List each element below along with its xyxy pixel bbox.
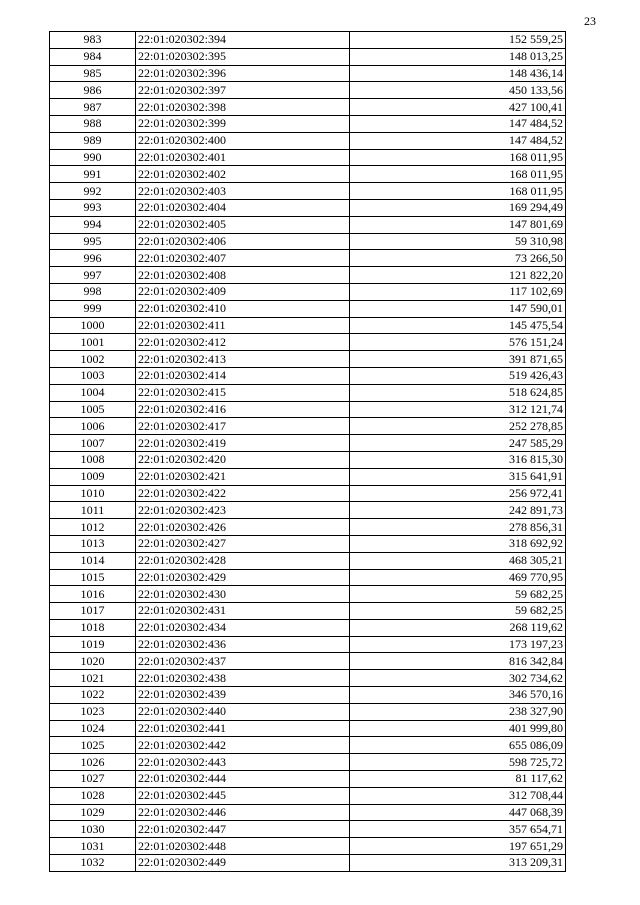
cadastral-number-cell: 22:01:020302:422 [136,485,350,502]
cadastral-number-cell: 22:01:020302:416 [136,401,350,418]
table-row [50,435,566,452]
cadastral-value-cell: 145 475,54 [350,317,566,334]
table-row [50,149,566,166]
row-number-cell: 1000 [50,317,136,334]
table-row [50,787,566,804]
cadastral-number-cell: 22:01:020302:419 [136,435,350,452]
table-row [50,283,566,300]
table-row [50,737,566,754]
cadastral-number-cell: 22:01:020302:405 [136,216,350,233]
row-number-cell: 984 [50,48,136,65]
cadastral-number-cell: 22:01:020302:438 [136,670,350,687]
cadastral-value-cell: 242 891,73 [350,502,566,519]
cadastral-number-cell: 22:01:020302:447 [136,821,350,838]
cadastral-value-table [49,31,566,872]
row-number-cell: 1030 [50,821,136,838]
row-number-cell: 1001 [50,334,136,351]
row-number-cell: 986 [50,82,136,99]
cadastral-value-cell: 147 801,69 [350,216,566,233]
cadastral-number-cell: 22:01:020302:431 [136,603,350,620]
table-row [50,451,566,468]
cadastral-value-cell: 576 151,24 [350,334,566,351]
row-number-cell: 1005 [50,401,136,418]
cadastral-value-cell: 401 999,80 [350,720,566,737]
table-row [50,384,566,401]
cadastral-value-cell: 519 426,43 [350,367,566,384]
cadastral-value-cell: 256 972,41 [350,485,566,502]
cadastral-value-cell: 238 327,90 [350,703,566,720]
row-number-cell: 997 [50,267,136,284]
cadastral-number-cell: 22:01:020302:400 [136,132,350,149]
row-number-cell: 1028 [50,787,136,804]
cadastral-value-cell: 316 815,30 [350,451,566,468]
cadastral-number-cell: 22:01:020302:404 [136,199,350,216]
cadastral-number-cell: 22:01:020302:401 [136,149,350,166]
cadastral-value-cell: 59 682,25 [350,586,566,603]
cadastral-number-cell: 22:01:020302:436 [136,636,350,653]
row-number-cell: 985 [50,65,136,82]
table-row [50,99,566,116]
row-number-cell: 1031 [50,838,136,855]
table-row [50,317,566,334]
cadastral-value-cell: 148 436,14 [350,65,566,82]
cadastral-number-cell: 22:01:020302:406 [136,233,350,250]
cadastral-number-cell: 22:01:020302:408 [136,267,350,284]
cadastral-value-cell: 168 011,95 [350,183,566,200]
cadastral-value-cell: 168 011,95 [350,149,566,166]
cadastral-number-cell: 22:01:020302:440 [136,703,350,720]
cadastral-value-cell: 148 013,25 [350,48,566,65]
table-row [50,48,566,65]
cadastral-value-cell: 117 102,69 [350,283,566,300]
table-row [50,569,566,586]
row-number-cell: 1011 [50,502,136,519]
cadastral-value-cell: 147 484,52 [350,115,566,132]
cadastral-number-cell: 22:01:020302:410 [136,300,350,317]
cadastral-number-cell: 22:01:020302:429 [136,569,350,586]
cadastral-value-cell: 450 133,56 [350,82,566,99]
cadastral-number-cell: 22:01:020302:437 [136,653,350,670]
cadastral-number-cell: 22:01:020302:412 [136,334,350,351]
cadastral-number-cell: 22:01:020302:443 [136,754,350,771]
table-row [50,401,566,418]
cadastral-value-cell: 121 822,20 [350,267,566,284]
row-number-cell: 987 [50,99,136,116]
cadastral-value-cell: 312 121,74 [350,401,566,418]
row-number-cell: 994 [50,216,136,233]
cadastral-number-cell: 22:01:020302:399 [136,115,350,132]
row-number-cell: 1014 [50,552,136,569]
cadastral-number-cell: 22:01:020302:423 [136,502,350,519]
table-row [50,183,566,200]
table-row [50,552,566,569]
cadastral-number-cell: 22:01:020302:421 [136,468,350,485]
cadastral-number-cell: 22:01:020302:445 [136,787,350,804]
table-row [50,603,566,620]
table-row [50,821,566,838]
cadastral-number-cell: 22:01:020302:395 [136,48,350,65]
row-number-cell: 1019 [50,636,136,653]
table-row [50,687,566,704]
cadastral-number-cell: 22:01:020302:442 [136,737,350,754]
table-row [50,804,566,821]
cadastral-value-cell: 427 100,41 [350,99,566,116]
cadastral-number-cell: 22:01:020302:426 [136,519,350,536]
cadastral-value-cell: 81 117,62 [350,771,566,788]
cadastral-value-cell: 318 692,92 [350,535,566,552]
cadastral-number-cell: 22:01:020302:420 [136,451,350,468]
cadastral-number-cell: 22:01:020302:449 [136,855,350,872]
cadastral-value-cell: 313 209,31 [350,855,566,872]
table-row [50,115,566,132]
cadastral-value-cell: 168 011,95 [350,166,566,183]
cadastral-value-cell: 59 682,25 [350,603,566,620]
cadastral-value-cell: 302 734,62 [350,670,566,687]
table-row [50,636,566,653]
row-number-cell: 1010 [50,485,136,502]
table-row [50,267,566,284]
table-row [50,519,566,536]
cadastral-value-cell: 469 770,95 [350,569,566,586]
row-number-cell: 1008 [50,451,136,468]
cadastral-value-cell: 147 590,01 [350,300,566,317]
table-row [50,65,566,82]
cadastral-value-cell: 73 266,50 [350,250,566,267]
row-number-cell: 1012 [50,519,136,536]
row-number-cell: 992 [50,183,136,200]
row-number-cell: 1002 [50,351,136,368]
row-number-cell: 1020 [50,653,136,670]
row-number-cell: 996 [50,250,136,267]
row-number-cell: 1024 [50,720,136,737]
cadastral-number-cell: 22:01:020302:441 [136,720,350,737]
cadastral-value-cell: 391 871,65 [350,351,566,368]
row-number-cell: 988 [50,115,136,132]
table-row [50,720,566,737]
row-number-cell: 1009 [50,468,136,485]
table-row [50,166,566,183]
row-number-cell: 1015 [50,569,136,586]
cadastral-value-cell: 169 294,49 [350,199,566,216]
cadastral-number-cell: 22:01:020302:430 [136,586,350,603]
cadastral-value-cell: 447 068,39 [350,804,566,821]
cadastral-value-cell: 252 278,85 [350,418,566,435]
cadastral-value-cell: 247 585,29 [350,435,566,452]
table-row [50,670,566,687]
cadastral-number-cell: 22:01:020302:439 [136,687,350,704]
table-row [50,367,566,384]
table-row [50,418,566,435]
cadastral-number-cell: 22:01:020302:394 [136,32,350,49]
row-number-cell: 990 [50,149,136,166]
cadastral-value-cell: 357 654,71 [350,821,566,838]
table-row [50,216,566,233]
cadastral-number-cell: 22:01:020302:428 [136,552,350,569]
cadastral-number-cell: 22:01:020302:411 [136,317,350,334]
cadastral-number-cell: 22:01:020302:434 [136,619,350,636]
cadastral-value-cell: 268 119,62 [350,619,566,636]
table-row [50,535,566,552]
cadastral-number-cell: 22:01:020302:415 [136,384,350,401]
cadastral-value-cell: 816 342,84 [350,653,566,670]
table-row [50,619,566,636]
table-row [50,32,566,49]
cadastral-value-cell: 346 570,16 [350,687,566,704]
cadastral-value-cell: 598 725,72 [350,754,566,771]
row-number-cell: 1023 [50,703,136,720]
row-number-cell: 1022 [50,687,136,704]
row-number-cell: 989 [50,132,136,149]
table-row [50,653,566,670]
cadastral-value-cell: 315 641,91 [350,468,566,485]
row-number-cell: 1029 [50,804,136,821]
cadastral-number-cell: 22:01:020302:396 [136,65,350,82]
row-number-cell: 1004 [50,384,136,401]
table-row [50,233,566,250]
cadastral-value-cell: 197 651,29 [350,838,566,855]
row-number-cell: 1013 [50,535,136,552]
table-row [50,300,566,317]
table-row [50,586,566,603]
row-number-cell: 998 [50,283,136,300]
cadastral-number-cell: 22:01:020302:403 [136,183,350,200]
cadastral-number-cell: 22:01:020302:402 [136,166,350,183]
table-row [50,502,566,519]
row-number-cell: 1017 [50,603,136,620]
table-row [50,754,566,771]
cadastral-number-cell: 22:01:020302:407 [136,250,350,267]
table-row [50,468,566,485]
table-row [50,334,566,351]
row-number-cell: 993 [50,199,136,216]
row-number-cell: 991 [50,166,136,183]
cadastral-value-cell: 312 708,44 [350,787,566,804]
cadastral-value-cell: 655 086,09 [350,737,566,754]
row-number-cell: 1026 [50,754,136,771]
cadastral-value-cell: 278 856,31 [350,519,566,536]
row-number-cell: 1032 [50,855,136,872]
row-number-cell: 983 [50,32,136,49]
row-number-cell: 1021 [50,670,136,687]
cadastral-value-cell: 152 559,25 [350,32,566,49]
row-number-cell: 995 [50,233,136,250]
cadastral-number-cell: 22:01:020302:414 [136,367,350,384]
row-number-cell: 1016 [50,586,136,603]
cadastral-number-cell: 22:01:020302:398 [136,99,350,116]
row-number-cell: 1027 [50,771,136,788]
table-row [50,855,566,872]
table-row [50,485,566,502]
row-number-cell: 1018 [50,619,136,636]
table-row [50,771,566,788]
row-number-cell: 1003 [50,367,136,384]
cadastral-value-cell: 59 310,98 [350,233,566,250]
cadastral-value-cell: 518 624,85 [350,384,566,401]
table-row [50,351,566,368]
cadastral-number-cell: 22:01:020302:413 [136,351,350,368]
page-number: 23 [584,14,596,28]
cadastral-number-cell: 22:01:020302:397 [136,82,350,99]
cadastral-number-cell: 22:01:020302:427 [136,535,350,552]
table-row [50,199,566,216]
table-row [50,82,566,99]
table-row [50,250,566,267]
row-number-cell: 1025 [50,737,136,754]
table-body [50,32,566,872]
table-row [50,703,566,720]
row-number-cell: 999 [50,300,136,317]
table-row [50,132,566,149]
row-number-cell: 1006 [50,418,136,435]
cadastral-value-cell: 173 197,23 [350,636,566,653]
cadastral-number-cell: 22:01:020302:446 [136,804,350,821]
cadastral-number-cell: 22:01:020302:448 [136,838,350,855]
cadastral-value-cell: 147 484,52 [350,132,566,149]
cadastral-number-cell: 22:01:020302:417 [136,418,350,435]
cadastral-value-cell: 468 305,21 [350,552,566,569]
table-row [50,838,566,855]
cadastral-number-cell: 22:01:020302:444 [136,771,350,788]
cadastral-number-cell: 22:01:020302:409 [136,283,350,300]
row-number-cell: 1007 [50,435,136,452]
